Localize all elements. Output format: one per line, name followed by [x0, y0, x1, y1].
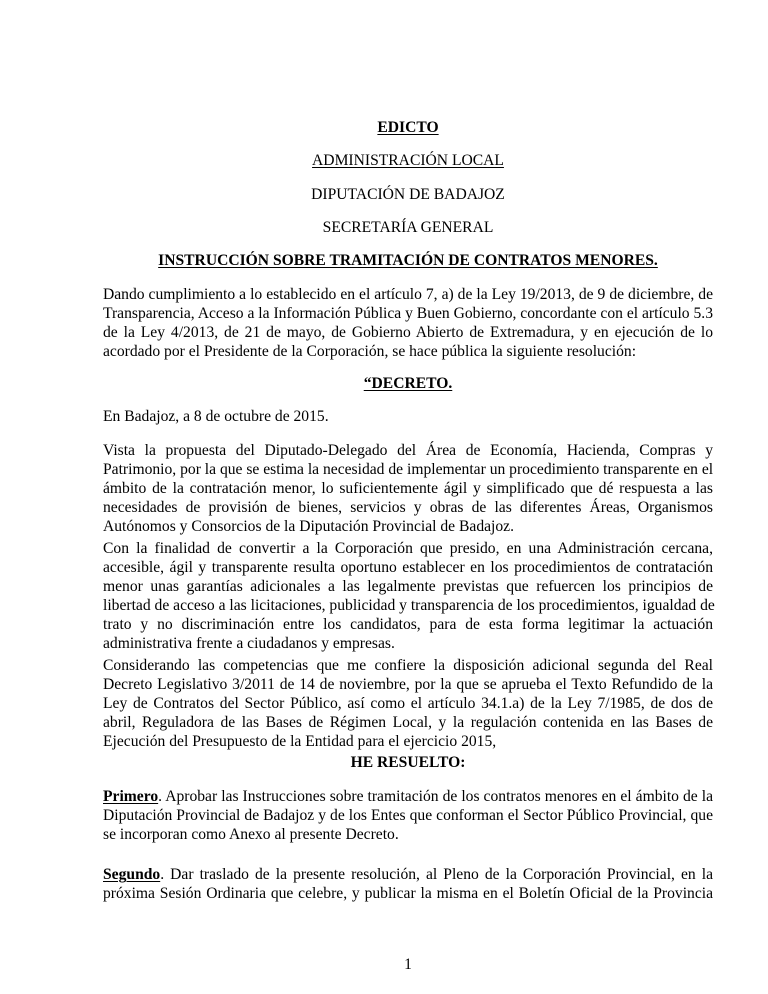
paragraph-line: Autónomos y Consorcios de la Diputación Provincial de Badajoz.: [103, 518, 514, 535]
paragraph-line: [103, 787, 713, 806]
paragraph-line: acordado por el Presidente de la Corporación, se hace pública la siguiente resolución:: [103, 343, 637, 360]
paragraph-line: Ejecución del Presupuesto de la Entidad para el ejercicio 2015,: [103, 733, 497, 750]
intro-paragraph: [103, 285, 713, 361]
decreto-heading: “DECRETO.: [363, 375, 453, 392]
paragraph-line: ámbito de la contratación menor, lo suficientemente ágil y simplificado que dé respuesta a las: [103, 480, 713, 497]
date-line: En Badajoz, a 8 de octubre de 2015.: [103, 408, 329, 425]
finalidad-paragraph: [103, 539, 713, 653]
primero-paragraph: [103, 787, 713, 844]
primero-label: Primero: [103, 788, 159, 805]
paragraph-line: Decreto Legislativo 3/2011 de 14 de noviembre, por la que se aprueba el Texto Refundido de la: [103, 676, 713, 693]
page-number: 1: [404, 956, 412, 973]
paragraph-line: Con la finalidad de convertir a la Corporación que presido, en una Administración cercana,: [103, 540, 713, 557]
paragraph-line: de la Ley 4/2013, de 21 de mayo, de Gobierno Abierto de Extremadura, y en ejecución de lo: [103, 324, 713, 341]
paragraph-line: necesidades de provisión de bienes, servicios y obras de las diferentes Áreas, Organismos: [103, 499, 713, 516]
secretaria-heading: SECRETARÍA GENERAL: [322, 219, 494, 236]
paragraph-line: Considerando las competencias que me confiere la disposición adicional segunda del Real: [103, 657, 713, 674]
paragraph-line: [103, 865, 713, 884]
considerando-paragraph: [103, 656, 713, 751]
paragraph-line: Transparencia, Acceso a la Información Pública y Buen Gobierno, concordante con el artículo 5.3: [103, 305, 713, 322]
paragraph-line: menor unas garantías adicionales a las legalmente previstas que refuercen los principios de: [103, 578, 713, 595]
segundo-text: . Dar traslado de la presente resolución, al Pleno de la Corporación Provincial, en la: [160, 866, 713, 883]
paragraph-line: Vista la propuesta del Diputado-Delegado del Área de Economía, Hacienda, Compras y: [103, 442, 713, 459]
edicto-heading: EDICTO: [377, 119, 439, 136]
paragraph-line: Diputación Provincial de Badajoz y de los Entes que conforman el Sector Público Provincial, que: [103, 807, 713, 824]
paragraph-line: Dando cumplimiento a lo establecido en el artículo 7, a) de la Ley 19/2013, de 9 de diciembre, de: [103, 286, 713, 303]
paragraph-line: Ley de Contratos del Sector Público, así como el artículo 34.1.a) de la Ley 7/1985, de dos de: [103, 695, 713, 712]
diputacion-heading: DIPUTACIÓN DE BADAJOZ: [311, 186, 505, 203]
segundo-paragraph: [103, 865, 713, 903]
paragraph-line: se incorporan como Anexo al presente Decreto.: [103, 826, 399, 843]
document-title: INSTRUCCIÓN SOBRE TRAMITACIÓN DE CONTRATOS MENORES.: [158, 252, 658, 269]
segundo-label: Segundo: [103, 866, 161, 883]
paragraph-line: próxima Sesión Ordinaria que celebre, y publicar la misma en el Boletín Oficial de la Provincia: [103, 885, 713, 902]
paragraph-line: trato y no discriminación entre los candidatos, para de esta forma legitimar la actuación: [103, 616, 713, 633]
resuelto-heading: HE RESUELTO:: [350, 754, 466, 771]
vista-paragraph: [103, 441, 713, 536]
primero-text: . Aprobar las Instrucciones sobre tramitación de los contratos menores en el ámbito de la: [158, 788, 713, 805]
paragraph-line: Patrimonio, por la que se estima la necesidad de implementar un procedimiento transparente en el: [103, 461, 714, 478]
paragraph-line: administrativa frente a ciudadanos y empresas.: [103, 635, 395, 652]
paragraph-line: libertad de acceso a las licitaciones, publicidad y transparencia de los procedimientos, igualdad de: [103, 597, 715, 614]
paragraph-line: abril, Reguladora de las Bases de Régimen Local, y la regulación contenida en las Bases de: [103, 714, 713, 731]
administracion-heading: ADMINISTRACIÓN LOCAL: [312, 152, 504, 169]
paragraph-line: accesible, ágil y transparente resulta oportuno establecer en los procedimientos de contratación: [103, 559, 713, 576]
